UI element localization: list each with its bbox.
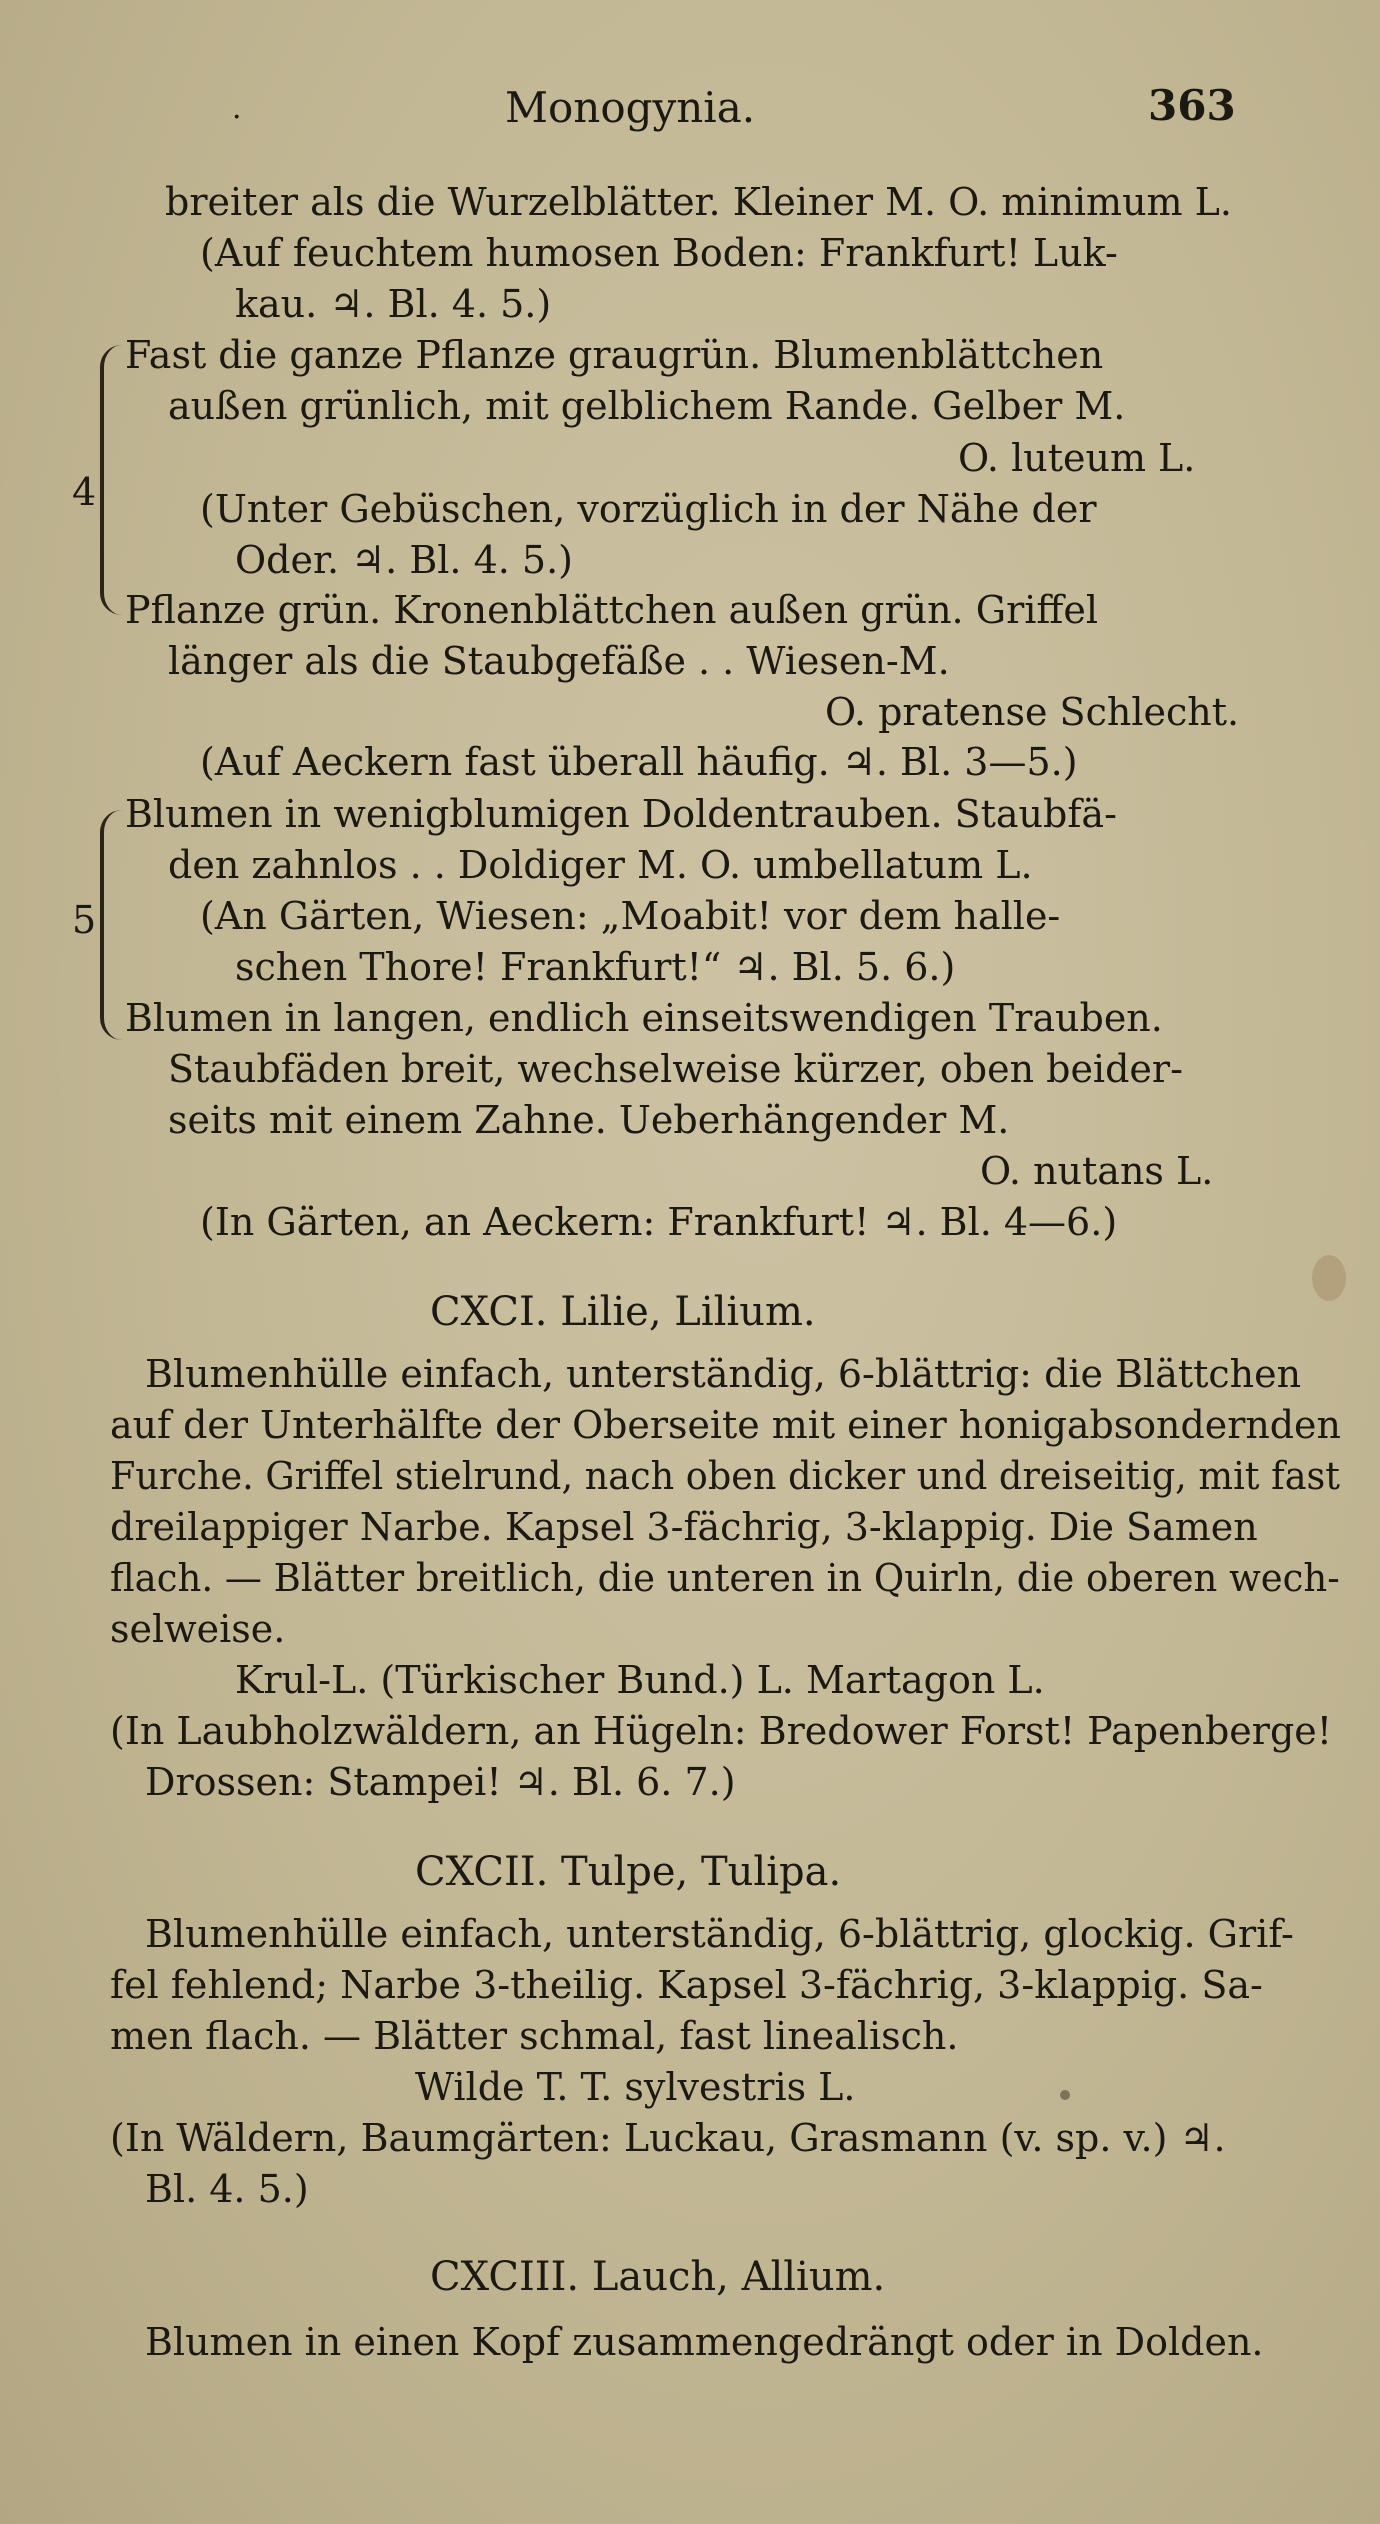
text-line: Blumen in langen, endlich einseitswendigen Trauben. [125,996,1163,1040]
text-line: Blumenhülle einfach, unterständig, 6-blättrig, glockig. Grif- [145,1912,1294,1956]
running-title: Monogynia. [505,83,756,132]
text-line: kau. ♃. Bl. 4. 5.) [235,282,552,326]
text-line: (Unter Gebüschen, vorzüglich in der Nähe der [200,487,1097,531]
text-line: Furche. Griffel stielrund, nach oben dicker und dreiseitig, mit fast [110,1454,1340,1498]
text-line: (An Gärten, Wiesen: „Moabit! vor dem halle- [200,894,1061,938]
text-line: Oder. ♃. Bl. 4. 5.) [235,538,573,582]
text-line: O. luteum L. [958,436,1196,480]
text-line: Drossen: Stampei! ♃. Bl. 6. 7.) [145,1760,736,1804]
text-line: Blumen in einen Kopf zusammengedrängt oder in Dolden. [145,2320,1264,2364]
text-line: dreilappiger Narbe. Kapsel 3-fächrig, 3-klappig. Die Samen [110,1505,1258,1549]
header-mark: · [232,100,242,135]
text-line: Pflanze grün. Kronenblättchen außen grün. Griffel [125,588,1099,632]
text-line: (In Gärten, an Aeckern: Frankfurt! ♃. Bl. 4—6.) [200,1200,1118,1244]
text-line: Staubfäden breit, wechselweise kürzer, oben beider- [168,1047,1183,1091]
key-brace-4 [100,345,126,615]
text-line: Fast die ganze Pflanze graugrün. Blumenblättchen [125,333,1104,377]
text-line: selweise. [110,1607,286,1651]
genus-heading: CXCIII. Lauch, Allium. [430,2254,886,2300]
paper-stain [1312,1255,1346,1301]
text-line: auf der Unterhälfte der Oberseite mit einer honigabsondernden [110,1403,1341,1447]
text-line: breiter als die Wurzelblätter. Kleiner M. O. minimum L. [165,180,1232,224]
text-line: Bl. 4. 5.) [145,2167,309,2211]
text-line: O. pratense Schlecht. [825,690,1240,734]
text-line: fel fehlend; Narbe 3-theilig. Kapsel 3-fächrig, 3-klappig. Sa- [110,1963,1263,2007]
text-line: Blumenhülle einfach, unterständig, 6-blättrig: die Blättchen [145,1352,1302,1396]
text-line: Wilde T. T. sylvestris L. [415,2065,856,2109]
text-line: O. nutans L. [980,1149,1214,1193]
text-line: den zahnlos . . Doldiger M. O. umbellatum L. [168,843,1033,887]
key-brace-5 [100,810,126,1040]
text-line: Krul-L. (Türkischer Bund.) L. Martagon L. [235,1658,1045,1702]
text-line: (Auf feuchtem humosen Boden: Frankfurt! Luk- [200,231,1118,275]
text-line: außen grünlich, mit gelblichem Rande. Gelber M. [168,384,1126,428]
text-line: (Auf Aeckern fast überall häufig. ♃. Bl. 3—5.) [200,740,1078,784]
text-line: (In Laubholzwäldern, an Hügeln: Bredower Forst! Papenberge! [110,1709,1333,1753]
paper-stain [1060,2090,1070,2100]
text-line: schen Thore! Frankfurt!“ ♃. Bl. 5. 6.) [235,945,956,989]
text-line: seits mit einem Zahne. Ueberhängender M. [168,1098,1010,1142]
text-line: länger als die Staubgefäße . . Wiesen-M. [168,639,950,683]
page-number: 363 [1148,81,1236,130]
text-line: (In Wäldern, Baumgärten: Luckau, Grasmann (v. sp. v.) ♃. [110,2116,1226,2160]
text-line: men flach. — Blätter schmal, fast linealisch. [110,2014,959,2058]
text-line: Blumen in wenigblumigen Doldentrauben. Staubfä- [125,792,1117,836]
genus-heading: CXCII. Tulpe, Tulipa. [415,1849,842,1895]
key-number-5: 5 [72,898,97,942]
text-line: flach. — Blätter breitlich, die unteren in Quirln, die oberen wech- [110,1556,1340,1600]
genus-heading: CXCI. Lilie, Lilium. [430,1289,816,1335]
key-number-4: 4 [72,470,97,514]
